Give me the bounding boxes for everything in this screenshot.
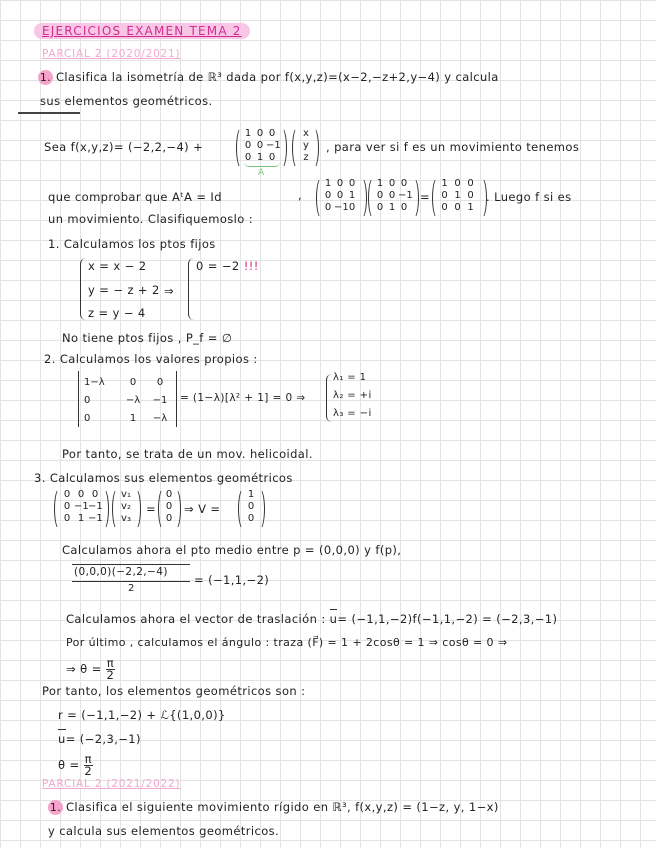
ex1-statement-line2: sus elementos geométricos. bbox=[40, 94, 213, 108]
no-fixed-points: No tiene ptos fijos , P_f = ∅ bbox=[62, 331, 233, 345]
step1-heading: 1. Calculamos los ptos fijos bbox=[48, 237, 216, 251]
sys-eq-1: x = x − 2 bbox=[88, 259, 147, 273]
sys-result: 0 = −2 !!! bbox=[196, 259, 259, 273]
paren-right bbox=[130, 488, 141, 530]
sys-eq-2: y = − z + 2 bbox=[88, 283, 160, 297]
eigenvalue-1: λ₁ = 1 bbox=[333, 372, 367, 383]
step3-heading: 3. Calculamos sus elementos geométricos bbox=[34, 471, 293, 485]
equals: = bbox=[420, 190, 431, 204]
matrix-A: 1 0 0 0 0 −1 0 1 0 bbox=[244, 128, 281, 163]
section-heading-2: PARCIAL 2 (2021/2022) bbox=[42, 778, 181, 790]
paren-right bbox=[408, 177, 419, 219]
ex2-number-badge: 1. bbox=[49, 801, 62, 814]
helicoidal-conclusion: Por tanto, se trata de un mov. helicoidal. bbox=[62, 447, 313, 461]
result-line-theta: θ = $\frac{\pi}{2}$ bbox=[58, 752, 93, 778]
result-line-r: r = (−1,1,−2) + ℒ{(1,0,0)} bbox=[58, 708, 226, 722]
overline bbox=[72, 564, 190, 565]
eigenvalue-2: λ₂ = +i bbox=[333, 390, 372, 401]
vector-xyz: x y z bbox=[303, 128, 309, 163]
determinant: 1−λ 0 0 0 −λ −1 0 1 −λ bbox=[84, 377, 168, 424]
ex1-statement-text: Clasifica la isometría de ℝ³ dada por f(x,y,z)=(x−2,−z+2,y−4) y calcula bbox=[56, 70, 499, 84]
eigenvalue-3: λ₃ = −i bbox=[333, 408, 372, 419]
ex2-statement-line2: y calcula sus elementos geométricos. bbox=[48, 824, 280, 838]
paren-right bbox=[254, 488, 265, 530]
exclamation-marks: !!! bbox=[243, 259, 259, 273]
det-bar-right bbox=[176, 371, 177, 427]
page-title: EJERCICIOS EXAMEN TEMA 2 bbox=[34, 23, 250, 39]
que-comprobar: que comprobar que AᵗA = Id bbox=[48, 190, 222, 204]
v-equals: ⇒ V = bbox=[184, 502, 221, 516]
det-equation: = (1−λ)[λ² + 1] = 0 ⇒ bbox=[180, 392, 306, 404]
sys-eq-3: z = y − 4 bbox=[88, 306, 146, 320]
det-bar-left bbox=[78, 371, 79, 427]
zero-vector: 0 0 0 bbox=[165, 489, 173, 524]
sea-prefix: Sea f(x,y,z)= (−2,2,−4) + bbox=[44, 140, 204, 154]
ex2-statement-line1: 1. Clasifica el siguiente movimiento rígido en ℝ³, f(x,y,z) = (1−z, y, 1−x) bbox=[49, 800, 499, 814]
comma: , bbox=[298, 188, 303, 202]
luego-text: . Luego f si es bbox=[486, 190, 572, 204]
implies-arrow: ⇒ bbox=[164, 284, 175, 298]
matrix-A-label: A bbox=[258, 168, 265, 178]
matrix-identity: 1 0 0 0 1 0 0 0 1 bbox=[441, 178, 474, 213]
section-heading-1: PARCIAL 2 (2020/2021) bbox=[42, 48, 181, 60]
equals: = bbox=[146, 502, 157, 516]
step2-heading: 2. Calculamos los valores propios : bbox=[44, 352, 258, 366]
eig-brace bbox=[326, 374, 332, 422]
v-result: 1 0 0 bbox=[247, 489, 255, 524]
un-movimiento-text: un movimiento. Clasifiquemoslo : bbox=[48, 212, 254, 226]
paren-right bbox=[98, 488, 109, 530]
result-brace bbox=[188, 258, 195, 320]
sea-suffix: , para ver si f es un movimiento tenemos bbox=[326, 140, 580, 154]
fraction-bar bbox=[72, 581, 190, 582]
divider bbox=[18, 112, 80, 114]
ex1-number-badge: 1. bbox=[39, 71, 52, 84]
matrix-At: 1 0 0 0 0 1 0 −1 0 bbox=[324, 178, 356, 213]
vector-v: v₁ v₂ v₃ bbox=[121, 489, 131, 524]
midpoint-text: Calculamos ahora el pto medio entre p = (0,0,0) y f(p), bbox=[62, 543, 402, 557]
ex1-statement-line1 bbox=[38, 70, 499, 85]
matrix-A-minus-I: 0 0 0 0 −1 −1 0 1 −1 bbox=[63, 489, 103, 524]
conclusion-text: Por tanto, los elementos geométricos son : bbox=[42, 684, 306, 698]
theta-result: ⇒ θ = $\frac{\pi}{2}$ bbox=[66, 656, 115, 682]
matrix-A-brace bbox=[244, 162, 280, 167]
result-line-u: u= (−2,3,−1) bbox=[58, 732, 141, 746]
paren-right bbox=[308, 127, 319, 169]
u-vector-symbol: u bbox=[329, 612, 338, 626]
midpoint-result: = (−1,1,−2) bbox=[194, 573, 270, 587]
angle-text: Por último , calculamos el ángulo : traza (F⃗) = 1 + 2cosθ = 1 ⇒ cosθ = 0 ⇒ bbox=[66, 636, 508, 649]
matrix-A-copy: 1 0 0 0 0 −1 0 1 0 bbox=[376, 178, 413, 213]
system-brace bbox=[80, 258, 87, 320]
translation-text: Calculamos ahora el vector de traslación : u= (−1,1,−2)f(−1,1,−2) = (−2,3,−1) bbox=[66, 612, 558, 626]
midpoint-numerator: (0,0,0)(−2,2,−4) bbox=[74, 566, 168, 578]
paren-right bbox=[356, 177, 367, 219]
paren-right bbox=[170, 488, 181, 530]
midpoint-denominator: 2 bbox=[128, 583, 135, 594]
